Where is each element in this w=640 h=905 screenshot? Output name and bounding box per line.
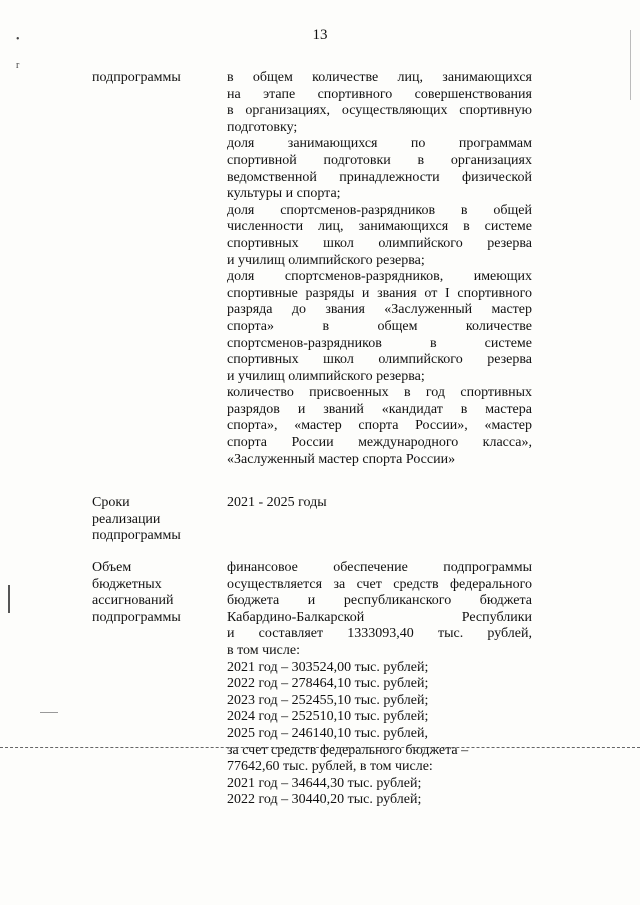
scan-tick-right (630, 30, 631, 100)
label-line: ассигнований (92, 593, 174, 609)
text-line: и составляет 1333093,40 тыс. рублей, (227, 626, 532, 642)
text-line: 2022 год – 278464,10 тыс. рублей; (227, 676, 429, 692)
text-line: и училищ олимпийского резерва; (227, 252, 425, 268)
text-line: финансовое обеспечение подпрограммы (227, 560, 532, 575)
text-line: 77642,60 тыс. рублей, в том числе: (227, 759, 433, 775)
label-line: бюджетных (92, 576, 162, 592)
text-line: 2021 - 2025 годы (227, 495, 327, 510)
row-content (227, 560, 532, 809)
row-content (227, 495, 532, 545)
row-content (227, 70, 532, 468)
text-line: «Заслуженный мастер спорта России» (227, 451, 456, 467)
text-line: разряда до звания «Заслуженный мастер (227, 302, 532, 318)
text-line: спортивной подготовки в организациях (227, 152, 532, 168)
text-line: спортсменов-разрядников в системе (227, 335, 532, 351)
row-label (92, 495, 227, 545)
page-number: 13 (312, 27, 328, 43)
row-timeline (92, 495, 532, 545)
label-line: подпрограммы (92, 528, 181, 544)
text-line: доля занимающихся по программам (227, 136, 532, 152)
label-line: реализации (92, 511, 161, 527)
scan-mark-left: r (16, 60, 20, 71)
text-line: доля спортсменов-разрядников в общей (227, 202, 532, 218)
text-line: в организациях, осуществляющих спортивную (227, 103, 532, 119)
text-line: спортивные разряды и звания от I спортивного (227, 285, 532, 301)
row-funding (92, 560, 532, 809)
text-line: 2021 год – 34644,30 тыс. рублей; (227, 775, 422, 791)
text-line: спортивных школ олимпийского резерва (227, 352, 532, 368)
row-label (92, 560, 227, 809)
scan-tick-left (8, 585, 10, 613)
text-line: и училищ олимпийского резерва; (227, 368, 425, 384)
scan-dash-left (40, 712, 58, 713)
text-line: спорта» в общем количестве (227, 318, 532, 334)
label-line: Объем (92, 560, 132, 575)
text-line: доля спортсменов-разрядников, имеющих (227, 269, 532, 285)
text-line: разрядов и званий «кандидат в мастера (227, 401, 532, 417)
text-line: подготовку; (227, 119, 298, 135)
text-line: спорта», «мастер спорта России», «мастер (227, 418, 532, 434)
label-line: Сроки (92, 495, 130, 510)
text-line: 2022 год – 30440,20 тыс. рублей; (227, 792, 422, 808)
text-line: ведомственной принадлежности физической (227, 169, 532, 185)
text-line: осуществляется за счет средств федерального (227, 576, 532, 592)
row-label (92, 70, 227, 468)
text-line: Кабардино-Балкарской Республики (227, 609, 532, 625)
label-line: подпрограммы (92, 70, 181, 85)
text-line: численности лиц, занимающихся в системе (227, 219, 532, 235)
text-line: 2021 год – 303524,00 тыс. рублей; (227, 659, 429, 675)
text-line: за счет средств федерального бюджета – (227, 742, 469, 758)
text-line: в общем количестве лиц, занимающихся (227, 70, 532, 85)
text-line: спорта России международного класса», (227, 435, 532, 451)
label-line: подпрограммы (92, 609, 181, 625)
scan-mark-top: • (16, 34, 20, 45)
row-indicators (92, 70, 532, 468)
text-line: 2025 год – 246140,10 тыс. рублей, (227, 725, 428, 741)
text-line: культуры и спорта; (227, 186, 341, 202)
text-line: в том числе: (227, 642, 300, 658)
text-line: количество присвоенных в год спортивных (227, 385, 532, 401)
text-line: на этапе спортивного совершенствования (227, 86, 532, 102)
text-line: 2023 год – 252455,10 тыс. рублей; (227, 692, 429, 708)
text-line: спортивных школ олимпийского резерва (227, 235, 532, 251)
text-line: 2024 год – 252510,10 тыс. рублей; (227, 709, 429, 725)
text-line: бюджета и республиканского бюджета (227, 593, 532, 609)
